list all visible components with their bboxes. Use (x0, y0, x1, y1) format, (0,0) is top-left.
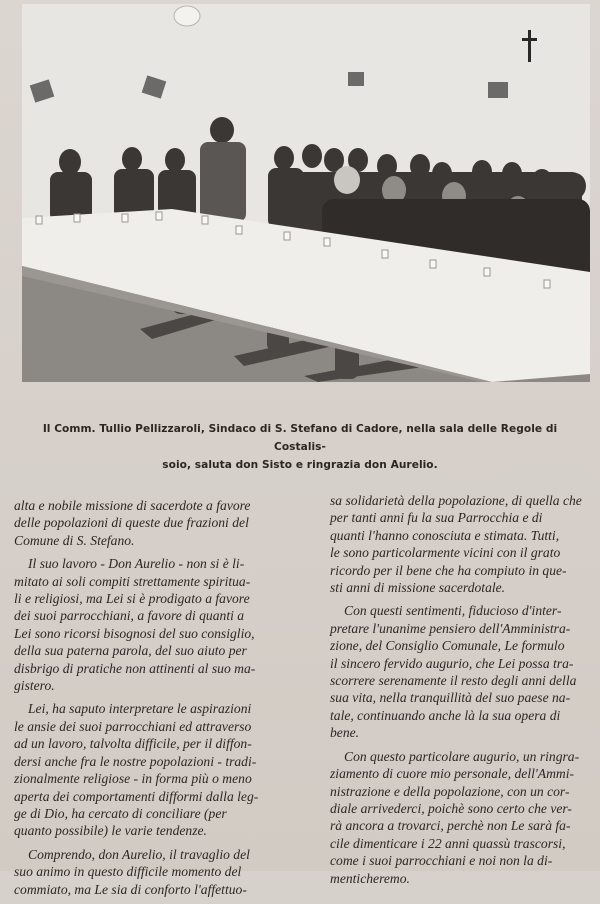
text-line: disbrigo di pratiche non attinenti al suo ma- (14, 660, 256, 676)
caption-line: Il Comm. Tullio Pellizzaroli, Sindaco di S. Stefano di Cadore, nella sala delle Regole di Costalis- (42, 423, 558, 453)
text-line: zione, del Consiglio Comunale, Le formulo (330, 638, 565, 654)
photo-caption (30, 420, 570, 474)
paragraph (14, 497, 306, 549)
paragraph (14, 846, 306, 898)
text-line: come i suoi parrocchiani e noi non la di- (330, 853, 553, 869)
text-line: Lei sono ricorsi bisognosi del suo consiglio, (14, 625, 255, 641)
text-line: ge di Dio, ha cercato di conciliare (per (14, 805, 227, 821)
text-line: le sono particolarmente vicini con il grato (330, 545, 561, 561)
text-line: zionalmente religiose - in forma più o meno (14, 771, 252, 787)
text-line: delle popolazioni di queste due frazioni del (14, 515, 249, 531)
text-line: tale, continuando anche là la sua opera di (330, 707, 561, 723)
text-line: il sincero fervido augurio, che Lei possa tra- (330, 655, 574, 671)
text-line: rà ancora a trovarci, perchè non Le sarà fa- (330, 818, 571, 834)
text-line: li e religiosi, ma Lei si è prodigato a favore (14, 591, 250, 607)
paragraph (14, 555, 306, 694)
text-line: gistero. (14, 678, 55, 694)
left-text-column (14, 497, 306, 904)
banquet-photo (22, 4, 590, 382)
text-line: Comune di S. Stefano. (14, 532, 135, 548)
text-line: ziamento di cuore mio personale, dell'Ammi- (330, 766, 575, 782)
text-line: scorrere serenamente il resto degli anni della (330, 673, 577, 689)
text-line: suo animo in questo difficile momento del (14, 864, 242, 880)
text-line: nistrazione e della popolazione, con un cor- (330, 783, 570, 799)
text-line: mitato ai soli compiti strettamente spiritua- (14, 573, 251, 589)
text-line: quanto possibile) le varie tendenze. (14, 823, 207, 839)
text-line: sua vita, nella tranquillità del suo paese na- (330, 690, 571, 706)
paragraph (14, 700, 306, 839)
text-line: per tanti anni fu la sua Parrocchia e di (330, 510, 543, 526)
text-line: Con questo particolare augurio, un ringra- (344, 748, 580, 764)
text-line: aperta dei comportamenti difformi dalla leg- (14, 788, 259, 804)
right-text-column (330, 492, 598, 893)
text-line: Con questi sentimenti, fiducioso d'inter- (344, 603, 562, 619)
caption-line: soio, saluta don Sisto e ringrazia don Aurelio. (162, 459, 438, 471)
paragraph (330, 748, 598, 887)
banquet-photo-illustration (22, 4, 590, 382)
text-line: Lei, ha saputo interpretare le aspirazioni (28, 701, 252, 717)
text-line: Il suo lavoro - Don Aurelio - non si è li- (28, 556, 245, 572)
paragraph (330, 602, 598, 741)
text-line: diale arrivederci, poichè sono certo che ver- (330, 800, 572, 816)
text-line: dersi anche fra le nostre popolazioni - tradi- (14, 753, 257, 769)
text-line: sa solidarietà della popolazione, di quella che (330, 493, 582, 508)
text-line: dei suoi parrocchiani, a favore di quanti a (14, 608, 245, 624)
text-line: della sua paterna parola, del suo aiuto per (14, 643, 247, 659)
text-line: alta e nobile missione di sacerdote a favore (14, 498, 251, 513)
text-line: quanti l'hanno conosciuta e stimata. Tutti, (330, 527, 560, 543)
text-line: ad un lavoro, talvolta difficile, per il diffon- (14, 736, 252, 752)
text-line: le ansie dei suoi parrocchiani ed attraverso (14, 718, 252, 734)
text-line: commiato, ma Le sia di conforto l'affettuo- (14, 881, 247, 897)
text-line: Comprendo, don Aurelio, il travaglio del (28, 846, 250, 862)
paragraph (330, 492, 598, 596)
text-line: cile dimenticare i 22 anni quassù trascorsi, (330, 835, 566, 851)
text-line: bene. (330, 725, 360, 741)
text-line: menticheremo. (330, 870, 410, 886)
text-line: sti anni di missione sacerdotale. (330, 580, 506, 596)
text-line: ricordo per il bene che ha compiuto in que- (330, 562, 567, 578)
text-line: pretare l'unanime pensiero dell'Amministra- (330, 620, 571, 636)
